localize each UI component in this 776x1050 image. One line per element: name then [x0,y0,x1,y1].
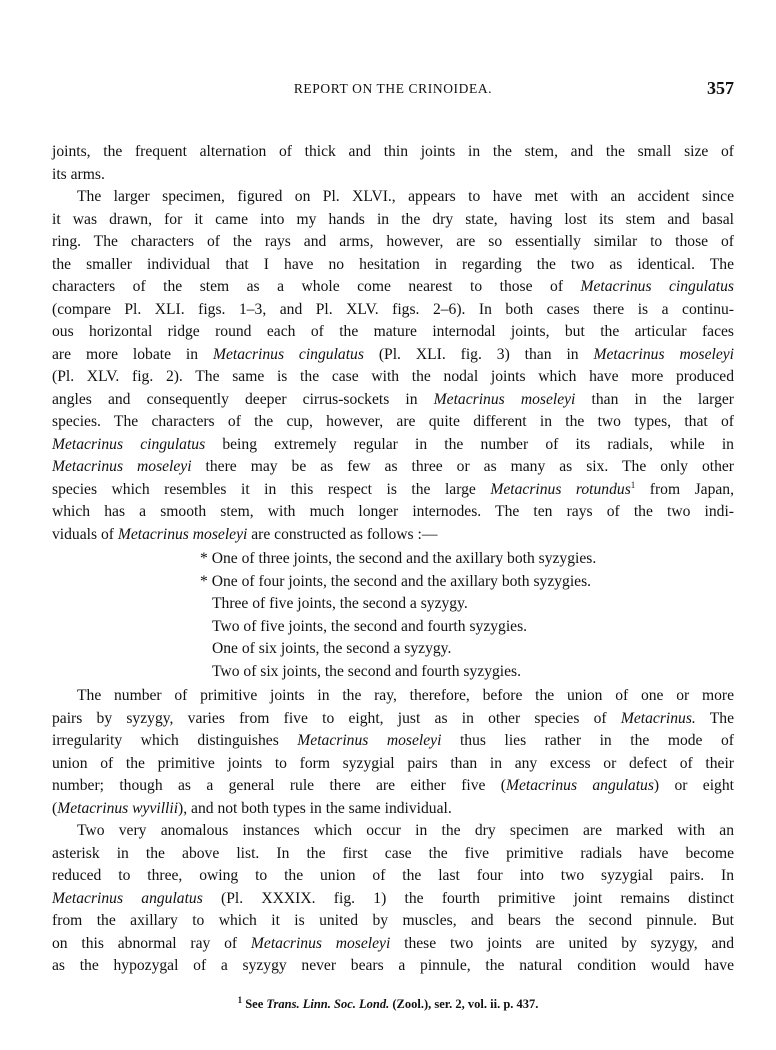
text-run: ring. The characters of the rays and arms, however, are so essentially similar to those of [52,233,734,250]
text-run: number; though as a general rule there are either five ( [52,777,506,794]
italic-text: Metacrinus moseleyi [593,345,734,363]
text-line [52,141,734,164]
text-run: there may be as few as three or as many as six. The only other [191,458,734,475]
text-line [52,299,734,322]
list-item: * One of three joints, the second and the axillary both syzygies. [200,550,597,567]
text-run: The larger specimen, figured on Pl. XLVI., appears to have met with an accident since [77,188,734,205]
text-run: which has a smooth stem, with much longer internodes. The ten rays of the two indi- [52,503,734,520]
text-run: (compare Pl. XLI. figs. 1–3, and Pl. XLV. figs. 2–6). In both cases there is a continu- [52,300,734,318]
text-line [52,820,734,843]
running-title: REPORT ON THE CRINOIDEA. [293,81,493,96]
text-run: union of the primitive joints to form syzygial pairs than in any excess or defect of their [52,754,734,772]
text-run: ) or eight [653,777,734,794]
italic-text: Metacrinus. [620,709,696,727]
text-run: joints, the frequent alternation of thick and thin joints in the stem, and the small size of [52,143,734,160]
text-run: viduals of [52,525,118,543]
italic-text: Metacrinus moseleyi [250,934,391,952]
italic-text: Metacrinus moseleyi [297,732,442,749]
list-item: Two of six joints, the second and fourth syzygies. [212,662,522,680]
text-run: on this abnormal ray of [52,934,251,952]
page-number: 357 [707,78,734,98]
text-line [52,366,734,389]
list-item: * One of four joints, the second and the axillary both syzygies. [200,572,592,590]
list-item: One of six joints, the second a syzygy. [212,640,452,657]
text-run: Two very anomalous instances which occur in the dry specimen are marked with an [77,822,734,839]
italic-text: Metacrinus rotundus [490,480,631,498]
text-run: from the axillary to which it is united by muscles, and bears the second pinnule. But [52,912,734,929]
italic-text: Metacrinus moseleyi [52,458,192,475]
text-line [52,843,734,866]
italic-text: Metacrinus moseleyi [433,390,576,408]
text-line [52,753,734,776]
italic-text: Metacrinus cingulatus [212,345,364,363]
text-line [52,209,734,232]
text-run: the smaller individual that I have no hesitation in regarding the two as identical. The [52,255,734,273]
text-line [52,186,734,209]
text-run: ( [52,799,58,817]
text-line [52,321,734,344]
text-run: (Zool.), ser. 2, vol. ii. p. 437. [389,997,539,1011]
text-line [52,708,734,731]
footnote-marker: 1 [237,994,243,1005]
italic-text: Metacrinus moseleyi [117,525,248,543]
text-run: angles and consequently deeper cirrus-sockets in [52,390,434,408]
text-run: being extremely regular in the number of its radials, while in [205,435,734,453]
footnote-marker: 1 [630,479,636,490]
text-run: as the hypozygal of a syzygy never bears a pinnule, the natural condition would have [52,957,734,974]
text-line [52,910,734,933]
syzygy-list [52,548,734,683]
text-run: it was drawn, for it came into my hands in the dry state, having lost its stem and basal [52,210,734,228]
text-line [52,164,734,187]
text-run: irregularity which distinguishes [52,732,298,749]
text-line [52,730,734,753]
text-line [52,888,734,911]
text-run: its arms. [52,165,105,183]
italic-text: Metacrinus cingulatus [52,435,206,453]
text-run: The [695,709,734,727]
text-run: See [242,997,267,1011]
text-run: from Japan, [635,480,734,498]
text-run: thus lies rather in the mode of [441,732,734,749]
text-line [52,685,734,708]
text-line [52,389,734,412]
text-line [52,501,734,524]
text-line [52,865,734,888]
list-item: Three of five joints, the second a syzygy. [212,595,468,612]
text-run: than in the larger [575,390,734,408]
text-run: are constructed as follows :— [247,525,438,543]
italic-text: Metacrinus wyvillii [57,799,179,817]
text-line [52,456,734,479]
text-line [52,955,734,978]
text-line [52,344,734,367]
text-run: ous horizontal ridge round each of the mature internodal joints, but the articular faces [52,323,734,340]
text-run: asterisk in the above list. In the first case the five primitive radials have become [52,844,734,862]
text-run: The number of primitive joints in the ray, therefore, before the union of one or more [77,687,734,704]
page-body [52,141,734,978]
text-line [52,798,734,821]
text-line [52,479,734,502]
italic-text: Metacrinus angulatus [506,777,654,794]
text-run: (Pl. XXXIX. fig. 1) the fourth primitive joint remains distinct [202,889,734,907]
list-item: Two of five joints, the second and fourth syzygies. [212,617,528,635]
text-line [52,434,734,457]
italic-text: Trans. Linn. Soc. Lond. [266,997,390,1011]
footnote [0,996,776,1012]
paragraph [52,186,734,546]
text-run: species which resembles it in this respect is the large [52,480,491,498]
paragraph [52,685,734,820]
text-line [52,933,734,956]
text-run: are more lobate in [52,345,213,363]
text-run: ), and not both types in the same individual. [178,799,452,817]
text-run: (Pl. XLV. fig. 2). The same is the case with the nodal joints which have more produced [52,368,734,385]
text-run: species. The characters of the cup, however, are quite different in the two types, that of [52,413,734,430]
italic-text: Metacrinus cingulatus [580,278,734,295]
paragraph [52,141,734,186]
text-line [52,775,734,798]
text-line [52,231,734,254]
text-line [52,254,734,277]
text-run: reduced to three, owing to the union of the last four into two syzygial pairs. In [52,867,734,884]
text-run: pairs by syzygy, varies from five to eight, just as in other species of [52,709,621,727]
text-run: (Pl. XLI. fig. 3) than in [363,345,594,363]
text-line [52,524,734,547]
text-run: characters of the stem as a whole come nearest to those of [52,278,581,295]
paragraph [52,820,734,978]
text-line [52,411,734,434]
italic-text: Metacrinus angulatus [52,889,203,907]
text-line [52,276,734,299]
text-run: these two joints are united by syzygy, and [390,934,734,952]
page-header [52,78,734,100]
